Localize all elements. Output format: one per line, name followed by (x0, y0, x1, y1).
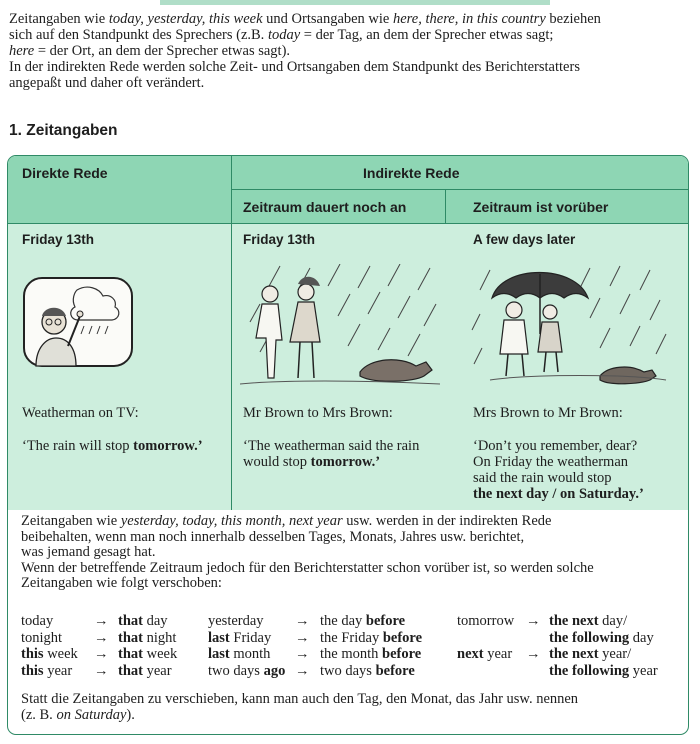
col1-day-label: Friday 13th (22, 232, 95, 247)
table-cell (320, 646, 422, 663)
para-text: usw. werden in der indirekten Rede (342, 513, 552, 529)
header-rule-lower (8, 223, 688, 224)
cell-text: two days (320, 662, 376, 679)
cell-text: tomorrow (457, 613, 515, 629)
cell-bold: last (208, 646, 230, 662)
arrow-icon: → (295, 646, 310, 662)
column-divider-2 (445, 190, 446, 223)
col1-speaker: Weatherman on TV: (22, 405, 139, 421)
cell-bold: that (118, 646, 143, 662)
para-line: Wenn der betreffende Zeitraum jedoch für den Berichterstatter schon vorüber ist, so werden solche (21, 559, 594, 576)
para-line: Zeitangaben wie folgt verschoben: (21, 575, 222, 591)
intro-italic-examples: here, there, in this country (393, 11, 546, 27)
table-cell (21, 630, 78, 647)
cell-text: Friday (229, 629, 272, 646)
arrow-icon: → (295, 662, 310, 679)
quote-bold: tomorrow.’ (310, 454, 381, 470)
cell-bold: this (21, 646, 44, 662)
cell-text: night (142, 629, 177, 646)
para-line (21, 708, 681, 724)
para-text: Zeitangaben wie (21, 513, 121, 529)
intro-line-4: In der indirekten Rede werden solche Zeit- und Ortsangaben dem Standpunkt des Berichterstatters (9, 59, 580, 75)
table-cell (457, 646, 514, 663)
cell-text: two days (208, 662, 264, 679)
table-cell (320, 630, 422, 647)
table-cell (320, 613, 422, 630)
cell-text: yesterday (208, 613, 264, 629)
intro-line-2 (9, 27, 689, 43)
cell-text: week (142, 646, 178, 662)
table-col3-to (549, 613, 658, 679)
explanation-paragraph (21, 514, 681, 592)
quote-bold: the next day / on Saturday.’ (473, 486, 644, 502)
arrow-icon: → (94, 629, 109, 646)
cell-text: day (142, 613, 168, 629)
arrow-icon: → (526, 613, 541, 629)
cell-bold: before (365, 613, 406, 629)
table-arrows-1 (94, 613, 109, 679)
table-arrows-3 (526, 613, 541, 679)
time-expressions-table (7, 155, 689, 735)
cell-bold: before (382, 629, 423, 646)
cell-bold: next (457, 646, 484, 662)
cell-text: today (21, 613, 54, 629)
intro-text-span: = der Tag, an dem der Sprecher etwas sagt; (300, 27, 554, 43)
header-indirekte-rede: Indirekte Rede (363, 165, 460, 181)
cell-text: month (233, 646, 271, 662)
table-cell (549, 663, 658, 680)
table-cell (118, 663, 177, 680)
cell-text: day/ (598, 613, 628, 629)
cell-text: year/ (598, 646, 632, 662)
header-direkte-rede: Direkte Rede (22, 165, 108, 181)
intro-text-span: beziehen (545, 11, 601, 27)
table-cell (208, 663, 285, 680)
table-cell (118, 630, 177, 647)
quote-line (473, 486, 644, 502)
cell-bold: before (382, 646, 422, 662)
intro-italic-word: today (267, 27, 301, 43)
cell-text: day (629, 629, 654, 646)
cell-text: year (629, 662, 658, 679)
arrow-icon: → (94, 613, 109, 629)
col3-day-label: A few days later (473, 232, 576, 247)
col2-quote (243, 438, 419, 470)
cell-text: year (483, 646, 513, 662)
table-col1-from (21, 613, 78, 679)
arrow-spacer (526, 630, 541, 647)
arrow-icon: → (94, 646, 109, 662)
quote-text: ‘The rain will stop (22, 438, 134, 454)
intro-text (9, 11, 689, 91)
table-col3-from (457, 613, 514, 679)
header-zeitraum-dauert: Zeitraum dauert noch an (243, 199, 407, 215)
quote-line: On Friday the weatherman (473, 454, 629, 470)
table-cell (549, 630, 658, 647)
cell-bold: the next (549, 613, 599, 629)
cell-text: the day (320, 613, 366, 629)
cell-text: the Friday (320, 629, 383, 646)
cell-text: tonight (21, 629, 63, 646)
intro-text-span: = der Ort, an dem der Sprecher etwas sagt). (34, 43, 291, 59)
weatherman-tv-illustration (22, 276, 134, 372)
cell-bold: last (208, 629, 230, 646)
header-zeitraum-vorueber: Zeitraum ist vorüber (473, 199, 609, 215)
arrow-icon: → (295, 629, 310, 646)
header-rule-upper (231, 189, 688, 190)
couple-in-rain-illustration (240, 264, 440, 388)
table-arrows-2 (295, 613, 310, 679)
table-cell (21, 663, 78, 680)
table-cell (118, 613, 177, 630)
table-cell (118, 646, 177, 663)
table-col2-to (320, 613, 422, 679)
cell-text: week (47, 646, 78, 662)
table-col1-to (118, 613, 177, 679)
table-cell (320, 663, 422, 680)
table-cell (208, 613, 285, 630)
table-cell (21, 646, 78, 663)
section-title: 1. Zeitangaben (9, 122, 118, 139)
table-cell (549, 646, 658, 663)
intro-text-span: Zeitangaben wie (9, 11, 109, 27)
para-text: (z. B. (21, 706, 57, 723)
intro-italic-word: here (9, 43, 35, 59)
quote-line: ‘Don’t you remember, dear? (473, 438, 638, 454)
top-decoration-strip (160, 0, 550, 5)
intro-line-1 (9, 11, 689, 27)
cell-text: year (47, 662, 73, 679)
cell-bold: that (118, 613, 143, 629)
quote-line (243, 454, 419, 470)
col3-quote (473, 438, 644, 502)
table-cell (208, 646, 285, 663)
cell-bold: the following (549, 662, 630, 679)
cell-bold: that (118, 662, 143, 679)
cell-text: the month (320, 646, 383, 662)
col2-day-label: Friday 13th (243, 232, 316, 247)
table-col2-from (208, 613, 285, 679)
para-text: ). (126, 706, 135, 723)
quote-bold: tomorrow.’ (133, 438, 203, 454)
para-italic: yesterday, today, this month, next year (120, 513, 343, 529)
intro-italic-examples: today, yesterday, this week (108, 11, 263, 27)
para-line: Statt die Zeitangaben zu verschieben, kann man auch den Tag, den Monat, das Jahr usw. nennen (21, 691, 579, 707)
table-cell (457, 613, 514, 630)
cell-bold: the following (549, 629, 630, 646)
intro-line-3 (9, 43, 689, 59)
para-line: was jemand gesagt hat. (21, 544, 156, 560)
column-divider-1 (231, 156, 232, 510)
cell-bold: the next (549, 646, 599, 662)
table-cell (208, 630, 285, 647)
cell-bold: ago (263, 662, 286, 679)
table-cell (21, 613, 78, 630)
col2-speaker: Mr Brown to Mrs Brown: (243, 405, 393, 421)
cell-bold: before (375, 662, 415, 679)
quote-text: would stop (243, 454, 311, 470)
quote-line: ‘The weatherman said the rain (243, 438, 420, 454)
arrow-spacer (526, 663, 541, 680)
table-cell (457, 663, 514, 680)
cell-bold: that (118, 629, 143, 646)
col3-speaker: Mrs Brown to Mr Brown: (473, 405, 623, 421)
cell-bold: this (21, 662, 44, 679)
intro-text-span: sich auf den Standpunkt des Sprechers (z.B. (9, 27, 268, 43)
couple-umbrella-illustration (470, 264, 670, 388)
intro-text-span: und Ortsangaben wie (262, 11, 393, 27)
para-line (21, 514, 681, 530)
arrow-icon: → (295, 613, 310, 629)
cell-text: year (142, 662, 172, 679)
table-cell (457, 630, 514, 647)
para-line: beibehalten, wenn man noch innerhalb desselben Tages, Monats, Jahres usw. berichtet, (21, 528, 525, 545)
quote-line: said the rain would stop (473, 470, 612, 486)
table-cell (549, 613, 658, 630)
arrow-icon: → (526, 646, 541, 662)
para-italic: on Saturday (56, 706, 127, 723)
arrow-icon: → (94, 662, 109, 679)
col1-quote (22, 438, 203, 454)
closing-paragraph (21, 692, 681, 723)
intro-line-5: angepaßt und daher oft verändert. (9, 75, 205, 91)
